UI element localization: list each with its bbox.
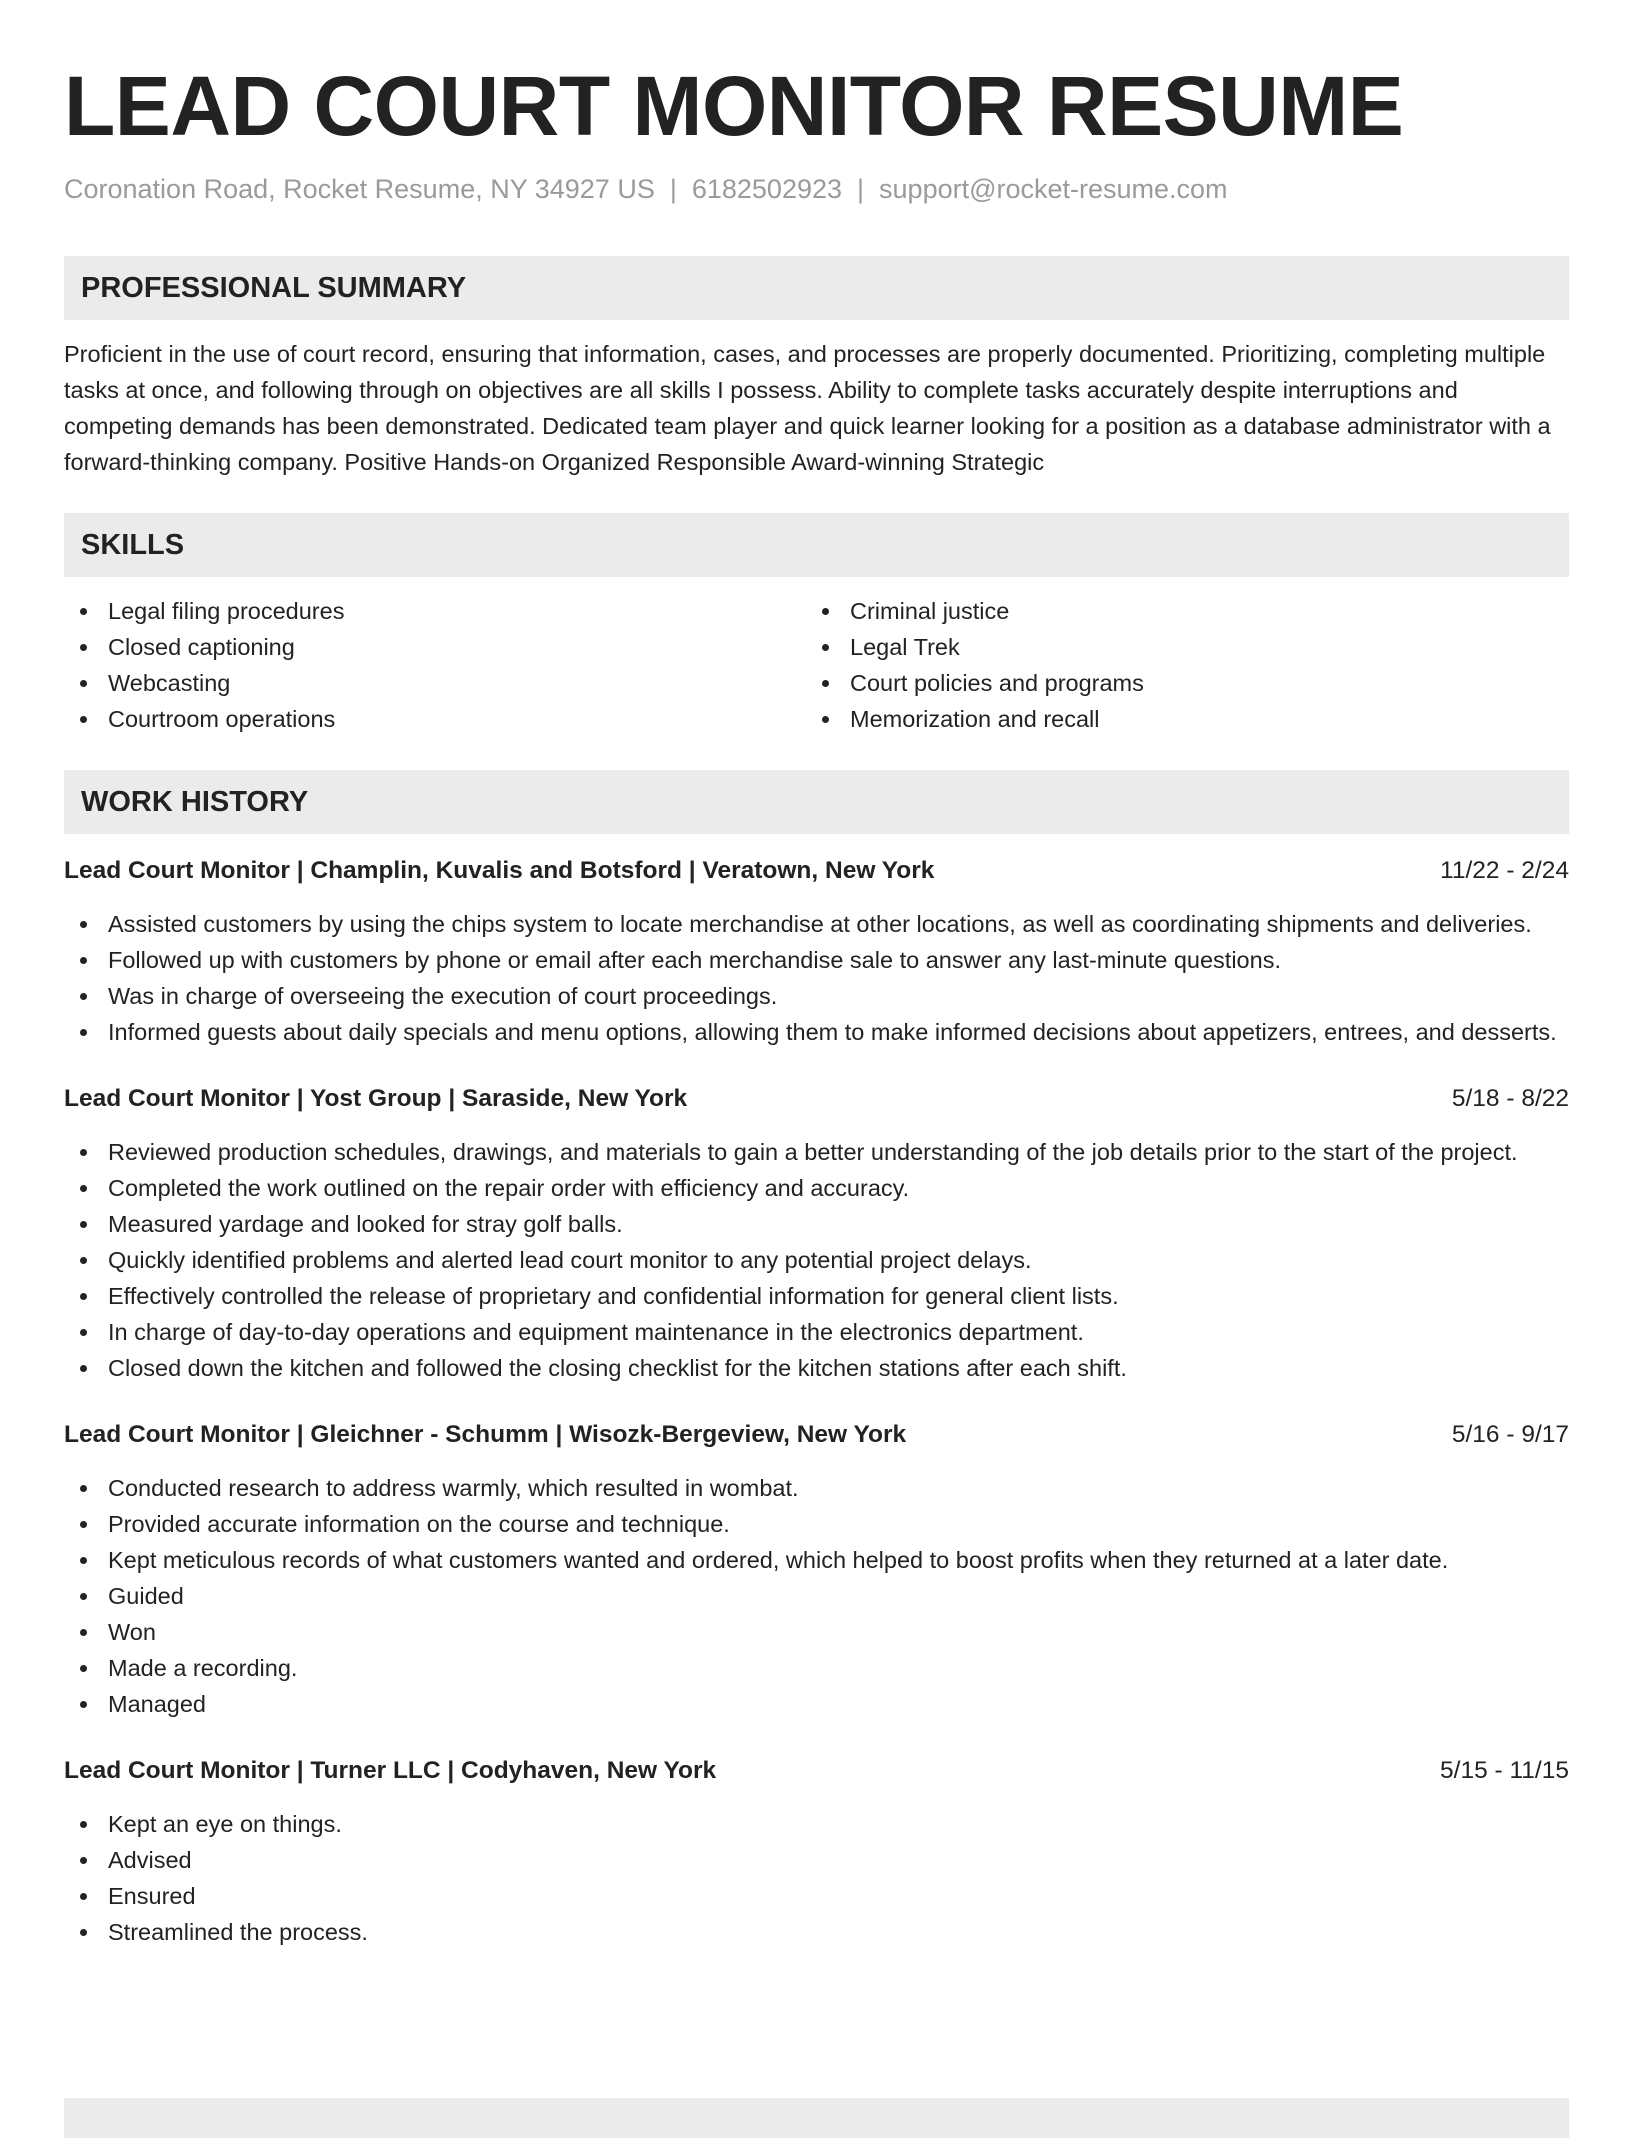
duty-item: Closed down the kitchen and followed the closing checklist for the kitchen stations after each shift. [64, 1350, 1569, 1386]
skill-item: Court policies and programs [806, 665, 1548, 701]
job-header [64, 854, 1569, 888]
job-title: Lead Court Monitor | Yost Group | Saraside, New York [64, 1085, 688, 1112]
skills-column-right [806, 593, 1548, 737]
contact-separator: | [669, 174, 677, 204]
duty-item: Kept meticulous records of what customers wanted and ordered, which helped to boost profits when they returned at a later date. [64, 1542, 1569, 1578]
professional-summary-heading: PROFESSIONAL SUMMARY [64, 256, 1569, 320]
skill-item: Legal filing procedures [64, 593, 806, 629]
duty-item: Ensured [64, 1878, 1569, 1914]
job-entry [64, 854, 1569, 1050]
duty-item: Quickly identified problems and alerted lead court monitor to any potential project delays. [64, 1242, 1569, 1278]
resume-page [64, 0, 1569, 1950]
professional-summary-text: Proficient in the use of court record, ensuring that information, cases, and processes are properly documented. Prioritizing, completing multiple tasks at once, and following through on objectives are all skills I possess. Ability to complete tasks accurately despite interruptions and competing demands has been demonstrated. Dedicated team player and quick learner looking for a position as a database administrator with a forward-thinking company. Positive Hands-on Organized Responsible Award-winning Strategic [64, 341, 1551, 475]
duty-item: Streamlined the process. [64, 1914, 1569, 1950]
next-section-bar [64, 2098, 1569, 2138]
job-title: Lead Court Monitor | Gleichner - Schumm | Wisozk-Bergeview, New York [64, 1421, 907, 1448]
skill-item: Courtroom operations [64, 701, 806, 737]
job-dates: 5/15 - 11/15 [1440, 1757, 1569, 1784]
skill-item: Legal Trek [806, 629, 1548, 665]
contact-line [64, 172, 1569, 206]
job-header [64, 1754, 1569, 1788]
duty-item: Informed guests about daily specials and menu options, allowing them to make informed decisions about appetizers, entrees, and desserts. [64, 1014, 1569, 1050]
job-duties [64, 1470, 1569, 1722]
skills-column-left [64, 593, 806, 737]
skills-heading: SKILLS [64, 513, 1569, 577]
job-duties [64, 1806, 1569, 1950]
contact-email: support@rocket-resume.com [879, 174, 1228, 204]
duty-item: Made a recording. [64, 1650, 1569, 1686]
job-header [64, 1082, 1569, 1116]
resume-title: LEAD COURT MONITOR RESUME [64, 59, 1404, 153]
work-history-heading: WORK HISTORY [64, 770, 1569, 834]
skill-item: Webcasting [64, 665, 806, 701]
skill-item: Criminal justice [806, 593, 1548, 629]
duty-item: Won [64, 1614, 1569, 1650]
duty-item: Kept an eye on things. [64, 1806, 1569, 1842]
duty-item: Was in charge of overseeing the execution of court proceedings. [64, 978, 1569, 1014]
job-header [64, 1418, 1569, 1452]
duty-item: Assisted customers by using the chips system to locate merchandise at other locations, as well as coordinating shipments and deliveries. [64, 906, 1569, 942]
job-entry [64, 1082, 1569, 1386]
job-duties [64, 1134, 1569, 1386]
duty-item: Guided [64, 1578, 1569, 1614]
contact-address: Coronation Road, Rocket Resume, NY 34927 US [64, 174, 655, 204]
duty-item: Followed up with customers by phone or email after each merchandise sale to answer any last-minute questions. [64, 942, 1569, 978]
duty-item: Reviewed production schedules, drawings, and materials to gain a better understanding of the job details prior to the start of the project. [64, 1134, 1569, 1170]
job-duties [64, 906, 1569, 1050]
contact-phone: 6182502923 [691, 174, 843, 204]
skill-item: Memorization and recall [806, 701, 1548, 737]
skill-item: Closed captioning [64, 629, 806, 665]
job-dates: 5/16 - 9/17 [1451, 1421, 1569, 1448]
duty-item: Advised [64, 1842, 1569, 1878]
job-entry [64, 1418, 1569, 1722]
duty-item: Measured yardage and looked for stray golf balls. [64, 1206, 1569, 1242]
job-title: Lead Court Monitor | Champlin, Kuvalis and Botsford | Veratown, New York [64, 857, 935, 884]
duty-item: In charge of day-to-day operations and equipment maintenance in the electronics department. [64, 1314, 1569, 1350]
duty-item: Completed the work outlined on the repair order with efficiency and accuracy. [64, 1170, 1569, 1206]
duty-item: Provided accurate information on the course and technique. [64, 1506, 1569, 1542]
contact-separator: | [857, 174, 865, 204]
duty-item: Effectively controlled the release of proprietary and confidential information for general client lists. [64, 1278, 1569, 1314]
job-entry [64, 1754, 1569, 1950]
skills-list [64, 593, 1569, 737]
duty-item: Managed [64, 1686, 1569, 1722]
duty-item: Conducted research to address warmly, which resulted in wombat. [64, 1470, 1569, 1506]
job-dates: 11/22 - 2/24 [1440, 857, 1569, 884]
job-dates: 5/18 - 8/22 [1451, 1085, 1569, 1112]
job-title: Lead Court Monitor | Turner LLC | Codyhaven, New York [64, 1757, 717, 1784]
